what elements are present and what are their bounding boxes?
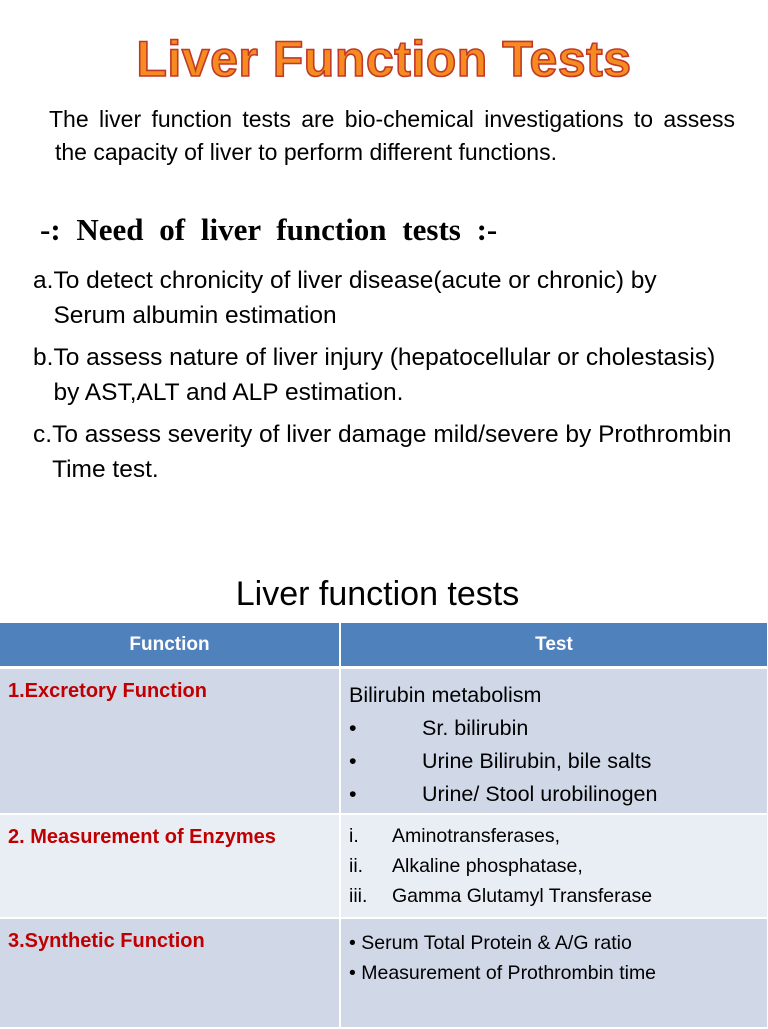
list-item: [33, 417, 733, 487]
roman-item: [349, 851, 767, 881]
roman-item: [349, 821, 767, 851]
roman-text: Gamma Glutamyl Transferase: [392, 884, 653, 907]
bullet-text: Sr. bilirubin: [422, 716, 529, 740]
roman-marker: ii.: [349, 854, 364, 877]
test-heading: Bilirubin metabolism: [349, 683, 542, 707]
intro-paragraph: The liver function tests are bio-chemical investigations to assess the capacity of liver to perform different functions.: [49, 106, 735, 165]
function-cell: 1.Excretory Function: [0, 668, 340, 814]
bullet-item: [349, 712, 767, 745]
list-marker: c.: [33, 421, 53, 448]
roman-item: [349, 881, 767, 911]
list-text: To assess nature of liver injury (hepatocellular or cholestasis) by AST,ALT and ALP estimation.: [53, 344, 716, 406]
roman-text: Aminotransferases,: [392, 824, 560, 847]
list-text: To assess severity of liver damage mild/severe by Prothrombin Time test.: [52, 421, 732, 483]
list-item: [33, 263, 733, 333]
table-header-row: [0, 623, 768, 668]
synthetic-item: • Measurement of Prothrombin time: [349, 961, 657, 984]
need-heading: -: Need of liver function tests :-: [40, 212, 498, 247]
table-row: [0, 668, 768, 814]
test-cell: [340, 668, 768, 814]
header-function: Function: [0, 623, 340, 668]
list-marker: b.: [33, 344, 54, 371]
synthetic-item: • Serum Total Protein & A/G ratio: [349, 931, 632, 954]
roman-marker: iii.: [349, 884, 368, 907]
roman-text: Alkaline phosphatase,: [392, 854, 583, 877]
need-list: [33, 263, 733, 494]
bullet-icon: •: [349, 782, 357, 806]
test-cell: [340, 814, 768, 918]
table-row: [0, 814, 768, 918]
list-marker: a.: [33, 267, 54, 294]
table-caption: Liver function tests: [235, 575, 520, 613]
bullet-icon: •: [349, 749, 357, 773]
list-item: [33, 340, 733, 410]
list-text: To detect chronicity of liver disease(acute or chronic) by Serum albumin estimation: [53, 267, 657, 329]
bullet-text: Urine Bilirubin, bile salts: [422, 749, 652, 773]
bullet-text: Urine/ Stool urobilinogen: [422, 782, 658, 806]
bullet-item: [349, 778, 767, 811]
lft-table: [0, 623, 768, 1029]
slide-title: Liver Function Tests: [136, 31, 632, 87]
bullet-item: [349, 745, 767, 778]
header-test: Test: [340, 623, 768, 668]
bullet-icon: •: [349, 716, 357, 740]
function-cell: 3.Synthetic Function: [0, 918, 340, 1028]
test-cell: [340, 918, 768, 1028]
roman-marker: i.: [349, 824, 359, 847]
function-cell: 2. Measurement of Enzymes: [0, 814, 340, 918]
table-row: [0, 918, 768, 1028]
